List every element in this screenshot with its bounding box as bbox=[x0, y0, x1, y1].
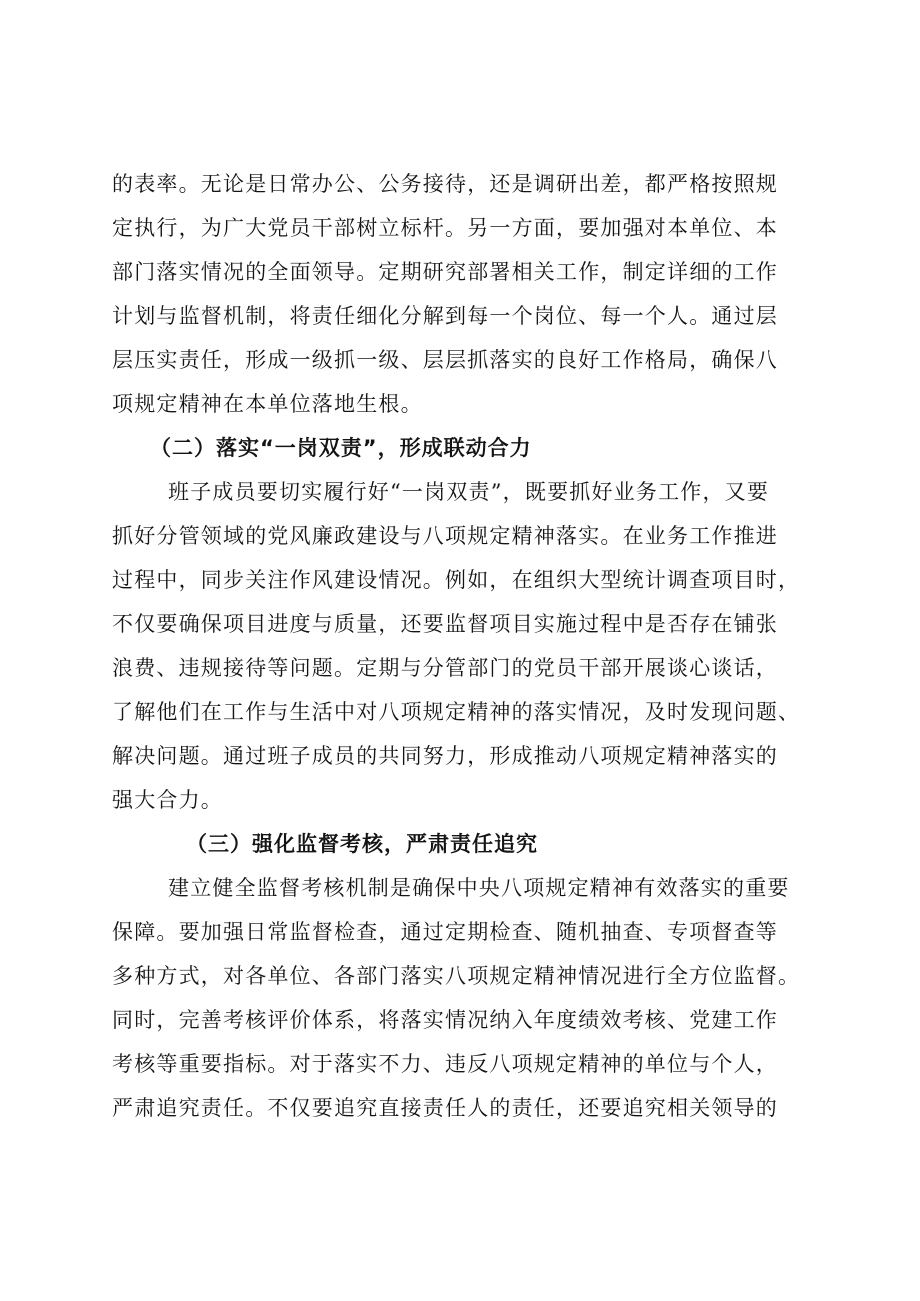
paragraph-line: 浪费、违规接待等问题。定期与分管部门的党员干部开展谈心谈话， bbox=[112, 656, 778, 680]
paragraph-line: 严肃追究责任。不仅要追究直接责任人的责任，还要追究相关领导的 bbox=[112, 1096, 778, 1120]
section-heading-2: （二）落实“一岗双责”，形成联动合力 bbox=[150, 436, 532, 460]
paragraph-line: 建立健全监督考核机制是确保中央八项规定精神有效落实的重要 bbox=[168, 876, 790, 900]
paragraph-line: 部门落实情况的全面领导。定期研究部署相关工作，制定详细的工作 bbox=[112, 260, 778, 284]
paragraph-line: 了解他们在工作与生活中对八项规定精神的落实情况，及时发现问题、 bbox=[112, 700, 801, 724]
paragraph-line: 抓好分管领域的党风廉政建设与八项规定精神落实。在业务工作推进 bbox=[112, 524, 778, 548]
paragraph-line: 多种方式，对各单位、各部门落实八项规定精神情况进行全方位监督。 bbox=[112, 964, 801, 988]
section-heading-3: （三）强化监督考核，严肃责任追究 bbox=[186, 832, 538, 856]
paragraph-line: 不仅要确保项目进度与质量，还要监督项目实施过程中是否存在铺张 bbox=[112, 612, 778, 636]
paragraph-line: 班子成员要切实履行好“一岗双责”，既要抓好业务工作，又要 bbox=[168, 480, 770, 504]
paragraph-line: 同时，完善考核评价体系，将落实情况纳入年度绩效考核、党建工作 bbox=[112, 1008, 778, 1032]
paragraph-line: 考核等重要指标。对于落实不力、违反八项规定精神的单位与个人， bbox=[112, 1052, 778, 1076]
paragraph-line: 项规定精神在本单位落地生根。 bbox=[112, 392, 423, 416]
paragraph-line: 的表率。无论是日常办公、公务接待，还是调研出差，都严格按照规 bbox=[112, 172, 778, 196]
paragraph-line: 层压实责任，形成一级抓一级、层层抓落实的良好工作格局，确保八 bbox=[112, 348, 778, 372]
paragraph-line: 保障。要加强日常监督检查，通过定期检查、随机抽查、专项督查等 bbox=[112, 920, 778, 944]
paragraph-line: 过程中，同步关注作风建设情况。例如，在组织大型统计调查项目时， bbox=[112, 568, 801, 592]
paragraph-line: 强大合力。 bbox=[112, 788, 223, 812]
paragraph-line: 计划与监督机制，将责任细化分解到每一个岗位、每一个人。通过层 bbox=[112, 304, 778, 328]
paragraph-line: 定执行，为广大党员干部树立标杆。另一方面，要加强对本单位、本 bbox=[112, 216, 778, 240]
paragraph-line: 解决问题。通过班子成员的共同努力，形成推动八项规定精神落实的 bbox=[112, 744, 778, 768]
